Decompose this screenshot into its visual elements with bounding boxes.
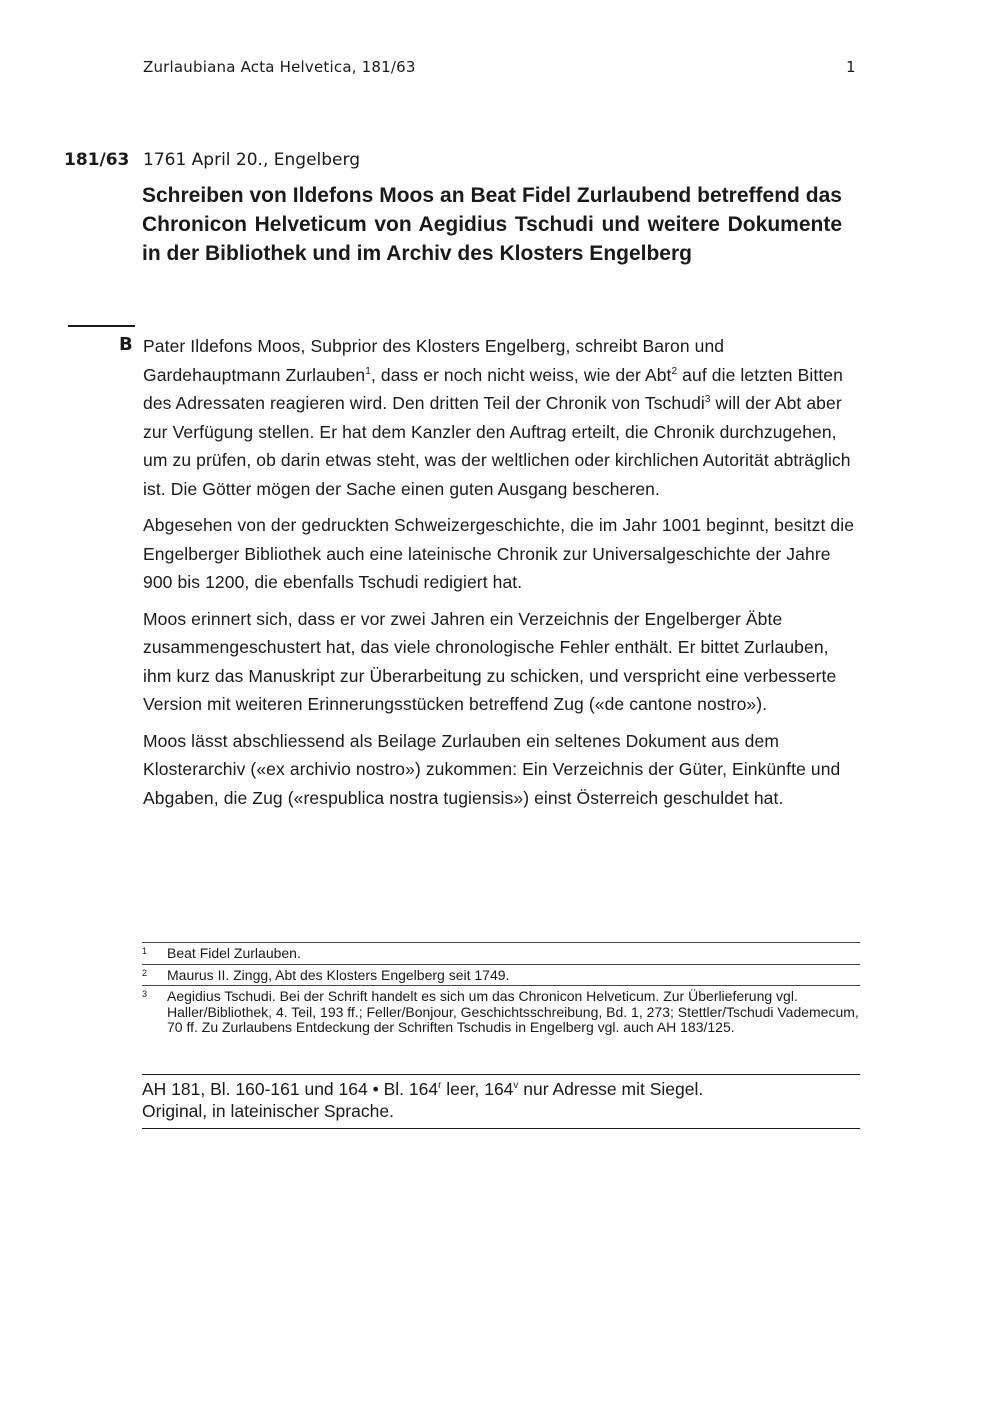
summary-paragraph: Moos lässt abschliessend als Beilage Zurlauben ein seltenes Dokument aus dem Klosterarchiv («ex archivio nostro») zukommen: Ein Verzeichnis der Güter, Einkünfte und Abgaben, die Zug («respublica nostra tugiensis») einst Österreich geschuldet hat. (143, 730, 841, 808)
source-line-1 (142, 1078, 860, 1100)
running-head: Zurlaubiana Acta Helvetica, 181/63 (143, 58, 416, 76)
summary-text: auf die letzten Bitten des Adressaten reagieren wird. Den dritten Teil der Chronik von Tschudi (143, 364, 843, 413)
summary-paragraph: Abgesehen von der gedruckten Schweizergeschichte, die im Jahr 1001 beginnt, besitzt die Engelberger Bibliothek auch eine lateinische Chronik zur Universalgeschichte der Jahre 900 bis 1200, die ebenfalls Tschudi redigiert hat. (143, 515, 855, 592)
margin-rule (68, 325, 135, 327)
recto-mark: r (438, 1080, 442, 1092)
summary-paragraph: Moos erinnert sich, dass er vor zwei Jahren ein Verzeichnis der Engelberger Äbte zusammengeschustert hat, das viele chronologische Fehler enthält. Er bittet Zurlauben, ihm kurz das Manuskript zur Überarbeitung zu schicken, und verspricht eine verbesserte Version mit weiteren Erinnerungsstücken betreffend Zug («de cantone nostro»). (143, 608, 837, 714)
source-text: nur Adresse mit Siegel. (518, 1079, 704, 1099)
footnote-ref: 2 (671, 365, 678, 377)
margin-marker: B (119, 334, 133, 355)
summary (143, 332, 861, 820)
summary-text: , dass er noch nicht weiss, wie der Abt (370, 364, 672, 385)
document-date-place: 1761 April 20., Engelberg (143, 150, 360, 170)
summary-text: Pater Ildefons Moos, Subprior des Klosters Engelberg, schreibt Baron und Gardehauptmann Zurlauben (143, 336, 725, 385)
footnote-text: Maurus II. Zingg, Abt des Klosters Engelberg seit 1749. (167, 966, 510, 983)
footnote-text: Beat Fidel Zurlauben. (167, 945, 301, 961)
footnote-mark: 1 (142, 946, 148, 956)
verso-mark: v (513, 1080, 519, 1092)
footnote (142, 985, 860, 1038)
source-reference (142, 1074, 860, 1129)
document-number: 181/63 (64, 150, 130, 170)
summary-paragraph (143, 332, 861, 503)
source-text: leer, 164 (441, 1079, 514, 1099)
document-title: Schreiben von Ildefons Moos an Beat Fidel Zurlaubend betreffend das Chronicon Helveticum von Aegidius Tschudi und weitere Dokumente in der Bibliothek und im Archiv des Klosters Engelberg (142, 184, 842, 265)
summary-text: will der Abt aber zur Verfügung stellen. Er hat dem Kanzler den Auftrag erteilt, die Chronik durchzugehen, um zu prüfen, ob darin etwas steht, was der weltlichen oder kirchlichen Autorität abträglich ist. Die Götter mögen der Sache einen guten Ausgang bescheren. (143, 393, 851, 499)
footnote (142, 942, 860, 964)
footnote-mark: 3 (142, 989, 148, 999)
footnotes (142, 942, 860, 1038)
footnote-ref: 3 (704, 394, 711, 406)
source-line-2: Original, in lateinischer Sprache. (142, 1101, 394, 1121)
page-number: 1 (846, 58, 856, 76)
footnote-text: Aegidius Tschudi. Bei der Schrift handelt es sich um das Chronicon Helveticum. Zur Überlieferung vgl. Haller/Bibliothek, 4. Teil, 193 ff.; Feller/Bonjour, Geschichtsschreibung, Bd. 1, 273; Stettler/Tschudi Vademecum, 70 ff. Zu Zurlaubens Entdeckung der Schriften Tschudis in Engelberg vgl. auch AH 183/125. (167, 988, 859, 1035)
source-text: AH 181, Bl. 160-161 und 164 • Bl. 164 (142, 1079, 439, 1099)
footnote-ref: 1 (365, 365, 371, 377)
footnote (142, 964, 860, 986)
footnote-mark: 2 (142, 967, 148, 978)
